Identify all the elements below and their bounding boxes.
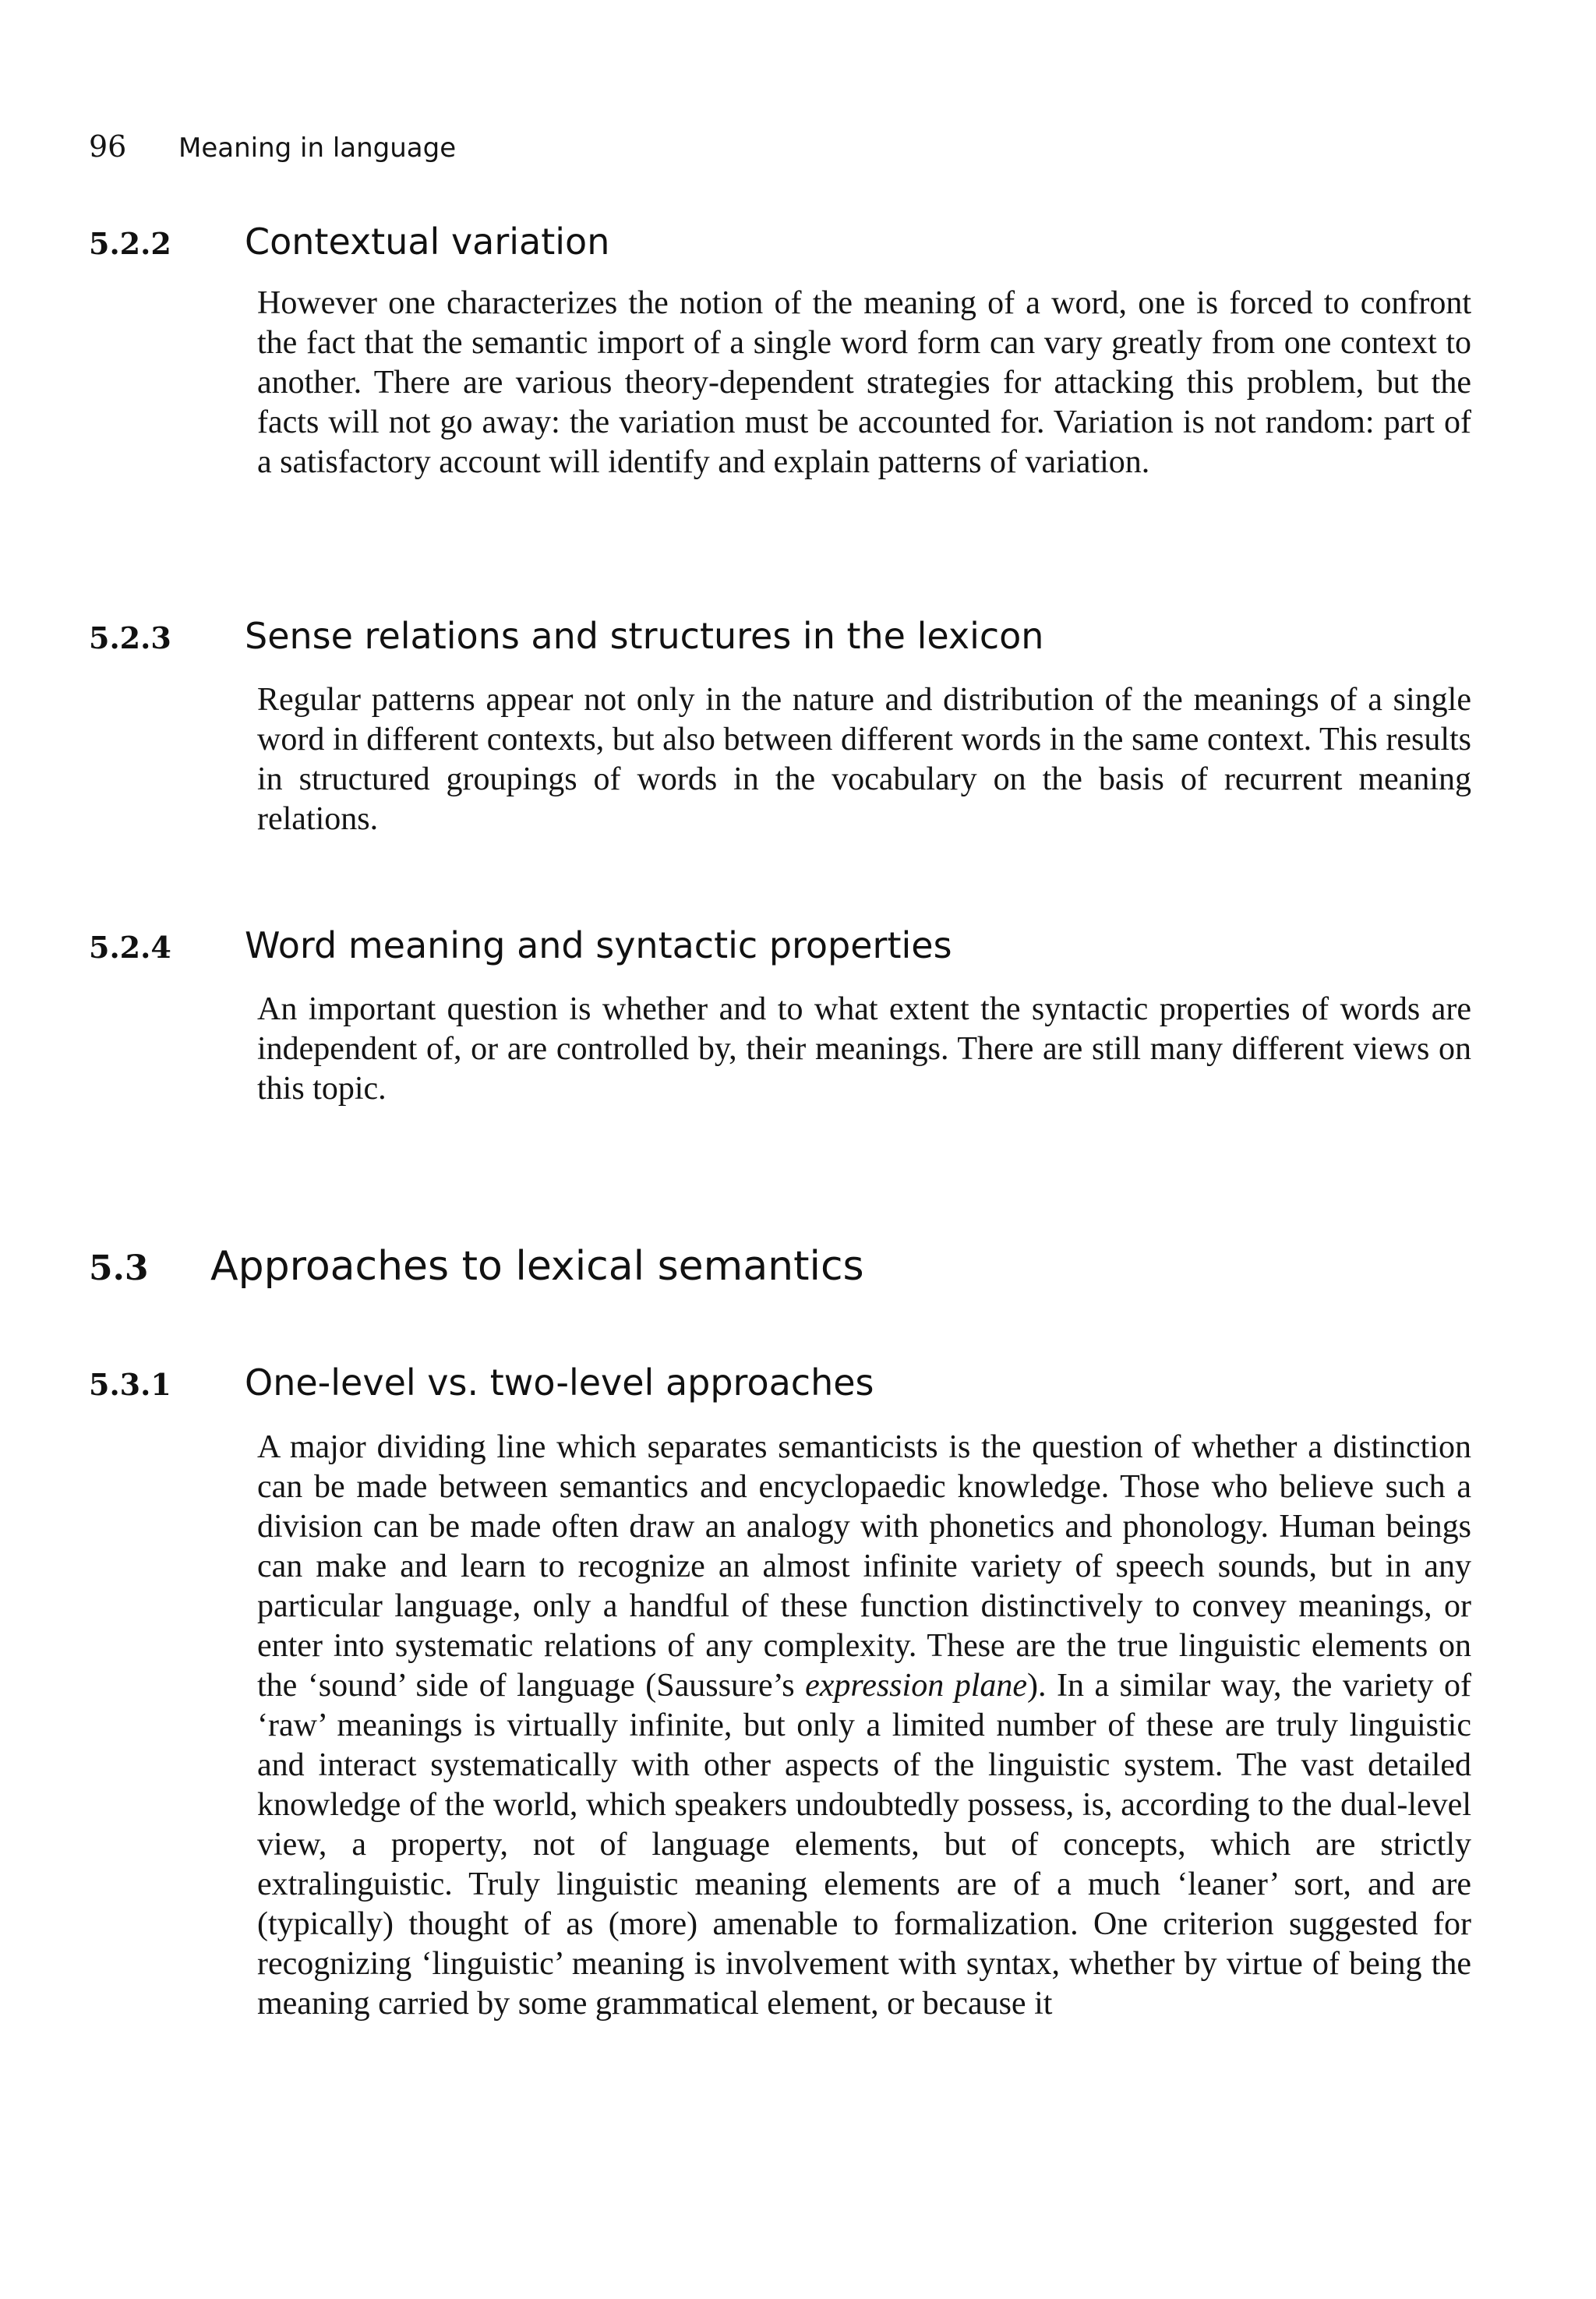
section-title: Word meaning and syntactic properties <box>245 924 952 966</box>
italic-term: expression plane <box>805 1668 1028 1704</box>
running-head <box>89 131 456 164</box>
page-number: 96 <box>89 129 127 164</box>
section-heading-5-2-2 <box>89 220 609 266</box>
paragraph-text: ). In a similar way, the variety of ‘raw’ meanings is virtually infinite, but only a limited number of these are truly linguistic and interact systematically with other aspects of the linguistic system. The vast detailed knowledge of the world, which speakers undoubtedly possess, is, according to the dual-level view, a property, not of language elements, but of concepts, which are strictly extralinguistic. Truly linguistic meaning elements are of a much ‘leaner’ sort, and are (typically) thought of as (more) amenable to formalization. One criterion suggested for recognizing ‘linguistic’ meaning is involvement with syntax, whether by virtue of being the meaning carried by some grammatical element, or because it <box>257 1668 1471 2022</box>
section-number: 5.3.1 <box>89 1367 171 1402</box>
section-title: Approaches to lexical semantics <box>210 1243 864 1290</box>
section-number: 5.2.2 <box>89 226 171 261</box>
running-head-title: Meaning in language <box>178 132 457 164</box>
section-number: 5.2.3 <box>89 620 171 655</box>
section-title: One-level vs. two-level approaches <box>245 1361 874 1404</box>
section-heading-5-3 <box>89 1241 864 1294</box>
section-heading-5-2-3 <box>89 614 1043 660</box>
section-paragraph-5-2-2: However one characterizes the notion of the meaning of a word, one is forced to confront the fact that the semantic import of a single word form can vary greatly from one context to another. There are various theory-dependent strategies for attacking this problem, but the facts will not go away: the variation must be accounted for. Variation is not random: part of a satisfactory account will identify and explain patterns of variation. <box>257 285 1471 480</box>
paragraph-text: A major dividing line which separates semanticists is the question of whether a distinction can be made between semantics and encyclopaedic knowledge. Those who believe such a division can be made often draw an analogy with phonetics and phonology. Human beings can make and learn to recognize an almost infinite variety of speech sounds, but in any particular language, only a handful of these function distinctively to convey meanings, or enter into systematic relations of any complexity. These are the true linguistic elements on the ‘sound’ side of language (Saussure’s <box>257 1429 1471 1704</box>
section-title: Sense relations and structures in the lexicon <box>245 615 1044 657</box>
section-title: Contextual variation <box>245 221 610 263</box>
section-paragraph-5-2-4: An important question is whether and to what extent the syntactic properties of words are independent of, or are controlled by, their meanings. There are still many different views on this topic. <box>257 991 1471 1107</box>
section-number: 5.2.4 <box>89 930 171 965</box>
section-heading-5-3-1 <box>89 1361 874 1407</box>
section-paragraph-5-3-1 <box>257 1428 1471 2024</box>
section-number: 5.3 <box>89 1248 149 1288</box>
section-paragraph-5-2-3: Regular patterns appear not only in the nature and distribution of the meanings of a single word in different contexts, but also between different words in the same context. This results in structured groupings of words in the vocabulary on the basis of recurrent meaning relations. <box>257 682 1471 837</box>
section-heading-5-2-4 <box>89 923 952 969</box>
